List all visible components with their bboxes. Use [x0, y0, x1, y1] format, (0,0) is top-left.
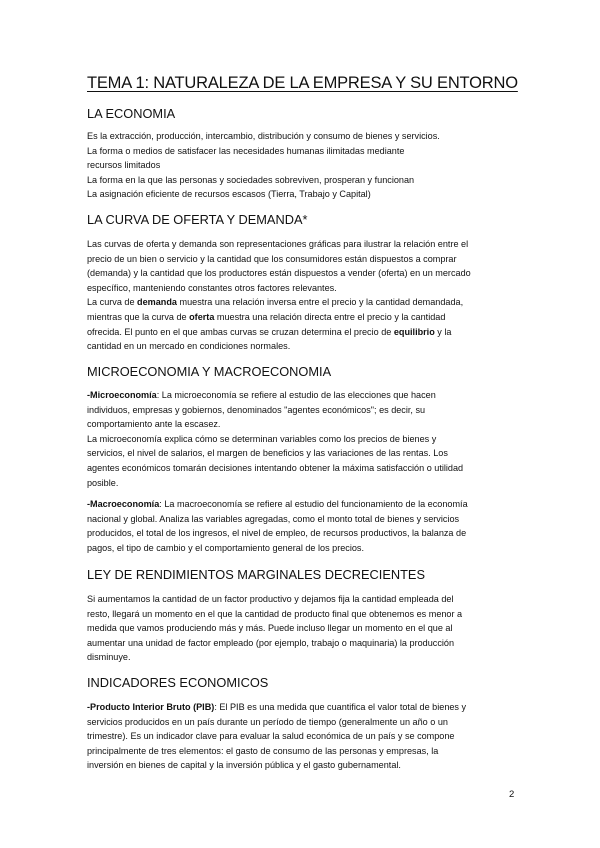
text-run: muestra una relación directa entre el precio y la cantidad — [214, 311, 446, 322]
text-line: La forma en la que las personas y sociedades sobreviven, prosperan y funcionan — [87, 174, 415, 185]
text-line: La microeconomía explica cómo se determinan variables como los precios de bienes y — [87, 433, 437, 444]
text-line: principalmente de tres elementos: el gasto de consumo de las personas y empresas, la — [87, 745, 439, 756]
text-line: La forma o medios de satisfacer las necesidades humanas ilimitadas mediante — [87, 145, 405, 156]
bold-term-demanda: demanda — [137, 297, 177, 308]
text-line: Es la extracción, producción, intercambio, distribución y consumo de bienes y servicios. — [87, 131, 440, 141]
text-line: servicios, el nivel de salarios, el margen de beneficios y las variaciones de las rentas. Los — [87, 448, 448, 459]
bold-term-macroeconomia: -Macroeconomía — [87, 499, 160, 509]
text-run: muestra una relación inversa entre el precio y la cantidad demandada, — [176, 297, 464, 308]
text-line: servicios producidos en un país durante un período de tiempo (generalmente un año o un — [87, 716, 448, 727]
text-run: : La microeconomía se refiere al estudio de las elecciones que hacen — [156, 390, 436, 400]
bold-term-oferta: oferta — [189, 311, 215, 322]
text-run: : El PIB es una medida que cuantifica el valor total de bienes y — [214, 702, 467, 712]
paragraph-economia — [87, 129, 517, 202]
heading-economia: LA ECONOMIA — [87, 106, 176, 121]
bold-term-pib: -Producto Interior Bruto (PIB) — [87, 702, 215, 712]
paragraph-macroeconomia — [87, 497, 517, 555]
text-line: Las curvas de oferta y demanda son representaciones gráficas para ilustrar la relación entre el — [87, 239, 469, 249]
text-run: mientras que la curva de — [87, 311, 190, 322]
text-line: disminuye. — [87, 652, 131, 663]
text-line: Si aumentamos la cantidad de un factor productivo y dejamos fija la cantidad empleada del — [87, 594, 454, 604]
text-run: : La macroeconomía se refiere al estudio del funcionamiento de la economía — [159, 499, 468, 509]
text-run: y la — [434, 326, 452, 337]
text-line — [87, 497, 517, 512]
heading-indicadores: INDICADORES ECONOMICOS — [87, 675, 269, 690]
heading-micro-macro: MICROECONOMIA Y MACROECONOMIA — [87, 364, 332, 379]
heading-curva: LA CURVA DE OFERTA Y DEMANDA* — [87, 212, 308, 227]
text-line: comportamiento ante la escasez. — [87, 419, 221, 430]
text-line: agentes económicos tomarán decisiones intentando obtener la máxima satisfacción o utilidad — [87, 462, 464, 473]
text-line — [87, 388, 517, 403]
bold-term-equilibrio: equilibrio — [393, 326, 435, 337]
text-line: pagos, el tipo de cambio y el comportamiento general de los precios. — [87, 542, 365, 553]
text-line: nacional y global. Analiza las variables agregadas, como el monto total de bienes y servicios — [87, 513, 460, 524]
text-line: recursos limitados — [87, 160, 161, 171]
text-line: precio de un bien o servicio y la cantidad que los consumidores están dispuestos a comprar — [87, 253, 457, 264]
text-line — [87, 325, 517, 340]
text-line: producidos, el total de los ingresos, el nivel de empleo, de recursos productivos, la balanza de — [87, 528, 467, 539]
paragraph-microeconomia — [87, 388, 517, 490]
paragraph-curva — [87, 237, 517, 354]
paragraph-pib — [87, 700, 517, 773]
paragraph-ley-rendimientos — [87, 592, 517, 665]
text-line: resto, llegará un momento en el que la cantidad de producto final que obtenemos es menor a — [87, 608, 463, 619]
bold-term-microeconomia: -Microeconomía — [87, 390, 157, 400]
text-line: individuos, empresas y gobiernos, denominados "agentes económicos"; es decir, su — [87, 404, 426, 415]
text-line: La asignación eficiente de recursos escasos (Tierra, Trabajo y Capital) — [87, 189, 371, 200]
text-run: ofrecida. El punto en el que ambas curvas se cruzan determina el precio de — [87, 326, 394, 337]
page-number: 2 — [509, 789, 515, 800]
text-line — [87, 295, 517, 310]
text-line: inversión en bienes de capital y la inversión pública y el gasto gubernamental. — [87, 760, 401, 771]
text-line: específico, manteniendo constantes otros factores relevantes. — [87, 282, 337, 293]
text-line: medida que vamos produciendo más y más. Puede incluso llegar un momento en el que al — [87, 623, 453, 634]
text-run: La curva de — [87, 297, 138, 308]
text-line: aumentar una unidad de factor empleado (por ejemplo, trabajo o maquinaria) la producción — [87, 637, 455, 648]
text-line: (demanda) y la cantidad que los productores están dispuestos a vender (oferta) en un mercado — [87, 268, 471, 279]
heading-ley-rendimientos: LEY DE RENDIMIENTOS MARGINALES DECRECIENTES — [87, 567, 426, 582]
page-title: TEMA 1: NATURALEZA DE LA EMPRESA Y SU ENTORNO — [87, 74, 518, 92]
text-line: cantidad en un mercado en condiciones normales. — [87, 341, 291, 352]
text-line: trimestre). Es un indicador clave para evaluar la salud económica de un país y se compone — [87, 731, 455, 742]
text-line: posible. — [87, 477, 119, 488]
text-line — [87, 310, 517, 325]
text-line — [87, 700, 517, 715]
